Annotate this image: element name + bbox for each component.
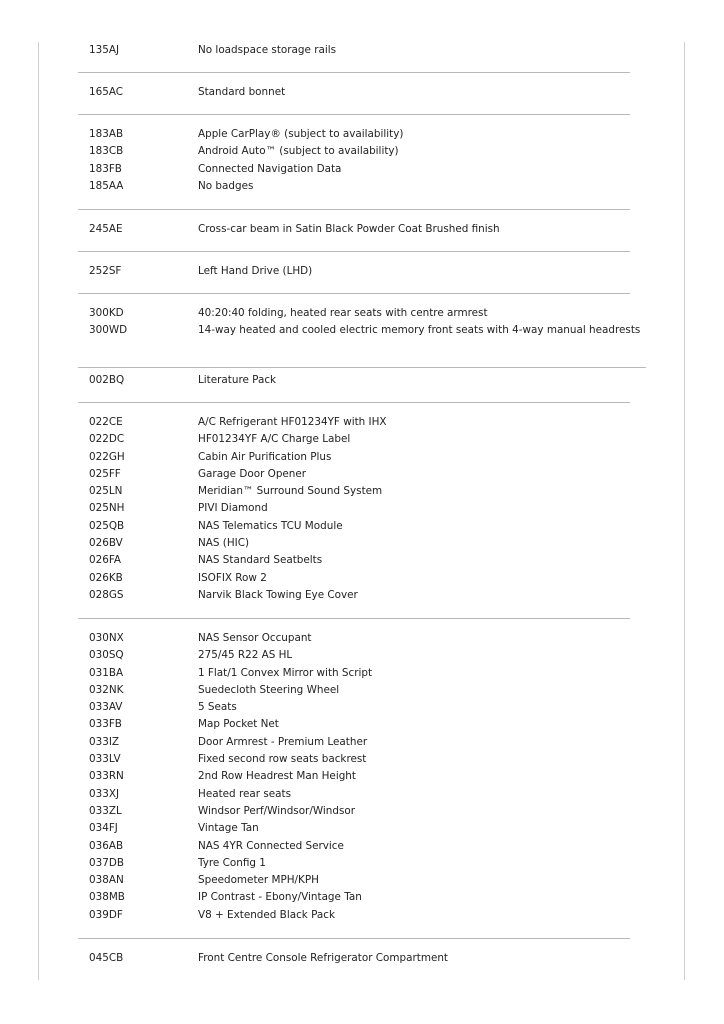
option-code: 032NK [89,683,124,696]
option-description: Tyre Config 1 [198,856,266,869]
option-code: 030NX [89,632,124,644]
option-description: Literature Pack [198,374,277,386]
option-code: 026FA [89,554,121,567]
option-description: Narvik Black Towing Eye Cover [198,588,358,601]
option-code: 030SQ [89,649,124,662]
option-code: 025LN [89,485,123,498]
option-description: PIVI Diamond [198,502,268,515]
option-description: NAS Standard Seatbelts [198,554,323,567]
option-description: Suedecloth Steering Wheel [198,683,340,696]
option-description: No loadspace storage rails [198,44,337,56]
option-code: 252SF [89,265,122,277]
option-description: Fixed second row seats backrest [198,753,367,766]
option-code: 026BV [89,537,123,550]
option-description: A/C Refrigerant HF01234YF with IHX [198,416,387,428]
option-description: ISOFIX Row 2 [198,571,267,584]
option-description: No badges [198,179,254,192]
option-code: 033XJ [89,787,120,800]
section-divider [78,618,630,619]
option-code: 026KB [89,571,123,584]
option-code: 033RN [89,770,124,783]
option-description: HF01234YF A/C Charge Label [198,433,351,446]
section-divider [78,367,646,368]
option-code: 038AN [89,874,124,887]
option-code: 031BA [89,666,124,679]
option-code: 033FB [89,718,122,731]
option-description: 14-way heated and cooled electric memory front seats with 4-way manual headrests [198,324,641,337]
option-description: NAS (HIC) [198,537,250,550]
option-code: 245AE [89,223,123,235]
option-description: 1 Flat/1 Convex Mirror with Script [198,666,373,679]
option-description: V8 + Extended Black Pack [198,908,335,921]
section-divider [78,209,630,210]
option-description: Front Centre Console Refrigerator Compartment [198,952,448,964]
option-code: 033AV [89,701,123,714]
option-code: 045CB [89,952,124,964]
option-code: 033IZ [89,735,120,748]
option-description: Apple CarPlay® (subject to availability) [198,128,404,140]
option-code: 183FB [89,162,122,175]
option-description: 2nd Row Headrest Man Height [198,770,356,783]
option-code: 165AC [89,86,124,98]
option-code: 033LV [89,753,121,766]
section-divider [78,402,630,403]
option-description: IP Contrast - Ebony/Vintage Tan [198,891,362,904]
option-code: 022GH [89,450,125,463]
section-divider [78,938,630,939]
section-divider [78,251,630,252]
option-description: Standard bonnet [198,86,286,98]
option-code: 033ZL [89,804,122,817]
option-description: Speedometer MPH/KPH [198,874,319,887]
option-description: Garage Door Opener [198,467,307,480]
option-description: 40:20:40 folding, heated rear seats with centre armrest [198,307,488,319]
section-divider [78,72,630,73]
option-code: 028GS [89,588,124,601]
option-description: Heated rear seats [198,787,291,800]
right-margin-line [684,42,685,980]
option-code: 185AA [89,179,124,192]
option-description: NAS Telematics TCU Module [198,519,343,532]
option-code: 025FF [89,467,121,480]
section-divider [78,293,630,294]
option-description: Vintage Tan [198,822,259,835]
option-code: 025NH [89,502,125,515]
option-description: Windsor Perf/Windsor/Windsor [198,804,355,817]
option-code: 183CB [89,145,124,158]
option-code: 036AB [89,839,124,852]
option-code: 038MB [89,891,125,904]
option-code: 300WD [89,324,128,337]
option-description: 5 Seats [198,701,237,714]
option-description: Cross-car beam in Satin Black Powder Coat Brushed finish [198,223,500,235]
option-code: 300KD [89,307,124,319]
section-divider [78,114,630,115]
option-code: 039DF [89,908,123,921]
option-code: 022CE [89,416,123,428]
option-description: Meridian™ Surround Sound System [198,485,383,498]
left-margin-line [38,42,39,980]
option-code: 183AB [89,128,124,140]
option-description: 275/45 R22 AS HL [198,649,293,662]
option-description: NAS 4YR Connected Service [198,839,344,852]
option-code: 002BQ [89,374,125,386]
option-description: NAS Sensor Occupant [198,632,312,644]
option-code: 135AJ [89,44,120,56]
option-code: 022DC [89,433,125,446]
option-code: 025QB [89,519,125,532]
option-description: Cabin Air Purification Plus [198,450,332,463]
option-description: Map Pocket Net [198,718,279,731]
option-description: Left Hand Drive (LHD) [198,265,313,277]
option-description: Door Armrest - Premium Leather [198,735,368,748]
option-description: Connected Navigation Data [198,162,342,175]
option-description: Android Auto™ (subject to availability) [198,145,399,158]
option-code: 034FJ [89,822,118,835]
option-code: 037DB [89,856,124,869]
